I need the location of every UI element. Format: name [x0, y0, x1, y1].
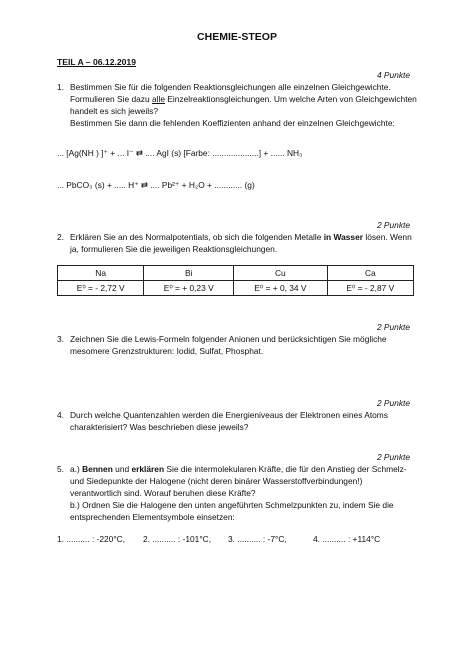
- table-header-cell: Cu: [234, 266, 328, 281]
- q5-a-mid: und: [112, 464, 132, 474]
- table-header-cell: Bi: [144, 266, 234, 281]
- q1-line1: [57, 82, 391, 94]
- table-cell: E⁰ = - 2,87 V: [327, 281, 413, 296]
- q3-text1: Zeichnen Sie die Lewis-Formeln folgender Anionen und berücksichtigen Sie mögliche: [70, 334, 387, 344]
- q1-equation-1: ... [Ag(NH ) ]⁺ + ... I⁻ ⇄ .... AgI (s) [Farbe: ....................] + ...... NH₃: [57, 148, 303, 158]
- q2-line1-pre: Erklären Sie an des Normalpotentials, ob sich die folgenden Metalle: [70, 232, 324, 242]
- q5-answer-4: 4. .......... : +114°C: [313, 534, 381, 544]
- q5-line4: b.) Ordnen Sie die Halogene den unten angeführten Schmelzpunkten zu, indem Sie die: [70, 500, 394, 510]
- q4-text1: Durch welche Quantenzahlen werden die Energieniveaus der Elektronen eines Atoms: [70, 410, 388, 420]
- q4-number: 4.: [57, 410, 64, 420]
- q3-line1: [57, 334, 387, 346]
- table-header-cell: Na: [58, 266, 144, 281]
- q5-bold-2: erklären: [131, 464, 165, 474]
- table-header-cell: Ca: [327, 266, 413, 281]
- q5-answer-1: 1. .......... : -220°C,: [57, 534, 126, 544]
- table-row: [58, 281, 414, 296]
- q1-line2: [70, 94, 417, 106]
- q2-line1-bold: in Wasser: [323, 232, 363, 242]
- q4-line1: [57, 410, 388, 422]
- q5-a-post: Sie die intermolekularen Kräfte, die für den Anstieg der Schmelz-: [164, 464, 407, 474]
- q1-text1: Bestimmen Sie für die folgenden Reaktionsgleichungen alle einzelnen Gleichgewichte.: [70, 82, 391, 92]
- q5-answer-3: 3. .......... : -7°C,: [228, 534, 287, 544]
- q5-line2: und Siedepunkte der Halogene (nicht deren binärer Wasserstoffverbindungen!): [70, 476, 363, 486]
- q1-line2-pre: Formulieren Sie dazu: [70, 94, 152, 104]
- potential-table: [57, 265, 414, 296]
- q5-bold-1: Bennen: [82, 464, 113, 474]
- q5-line1: [57, 464, 407, 476]
- table-cell: E⁰ = + 0,23 V: [144, 281, 234, 296]
- q1-number: 1.: [57, 82, 64, 92]
- q4-points: 2 Punkte: [376, 398, 410, 408]
- q2-points: 2 Punkte: [376, 220, 410, 230]
- table-header-row: [58, 266, 414, 281]
- q5-line3: verantwortlich sind. Worauf beruhen diese Kräfte?: [70, 488, 256, 498]
- q4-line2: charakterisiert? Was beschrieben diese jeweils?: [70, 422, 249, 432]
- q5-number: 5.: [57, 464, 64, 474]
- q3-number: 3.: [57, 334, 64, 344]
- q1-equation-2: ... PbCO₃ (s) + ..... H⁺ ⇄ .... Pb²⁺ + H₂O + ............ (g): [57, 180, 255, 190]
- q1-line2-post: Einzelreaktionsgleichungen. Um welche Arten von Gleichgewichten: [164, 94, 417, 104]
- q5-answer-2: 2. .......... : -101°C,: [143, 534, 212, 544]
- q5-line5: entsprechenden Elementsymbole einsetzen:: [70, 512, 235, 522]
- q3-points: 2 Punkte: [376, 322, 410, 332]
- q5-a-prefix: a.): [70, 464, 83, 474]
- q1-points: 4 Punkte: [376, 70, 410, 80]
- q1-line2-underlined: alle: [151, 94, 165, 104]
- section-heading: TEIL A – 06.12.2019: [57, 57, 136, 67]
- q2-line1: [57, 232, 412, 244]
- q1-line4: Bestimmen Sie dann die fehlenden Koeffizienten anhand der einzelnen Gleichgewichte:: [70, 118, 395, 128]
- table-cell: E⁰ = - 2,72 V: [58, 281, 144, 296]
- q5-points: 2 Punkte: [376, 452, 410, 462]
- q2-line2: ja, formulieren Sie die jeweiligen Reaktionsgleichungen.: [70, 244, 278, 254]
- q2-line1-post: lösen. Wenn: [363, 232, 412, 242]
- page-title: CHEMIE-STEOP: [197, 31, 277, 43]
- q1-line3: handelt es sich jeweils?: [70, 106, 158, 116]
- q2-number: 2.: [57, 232, 64, 242]
- q3-line2: mesomere Grenzstrukturen: Iodid, Sulfat, Phosphat.: [70, 346, 264, 356]
- table-cell: E⁰ = + 0, 34 V: [234, 281, 328, 296]
